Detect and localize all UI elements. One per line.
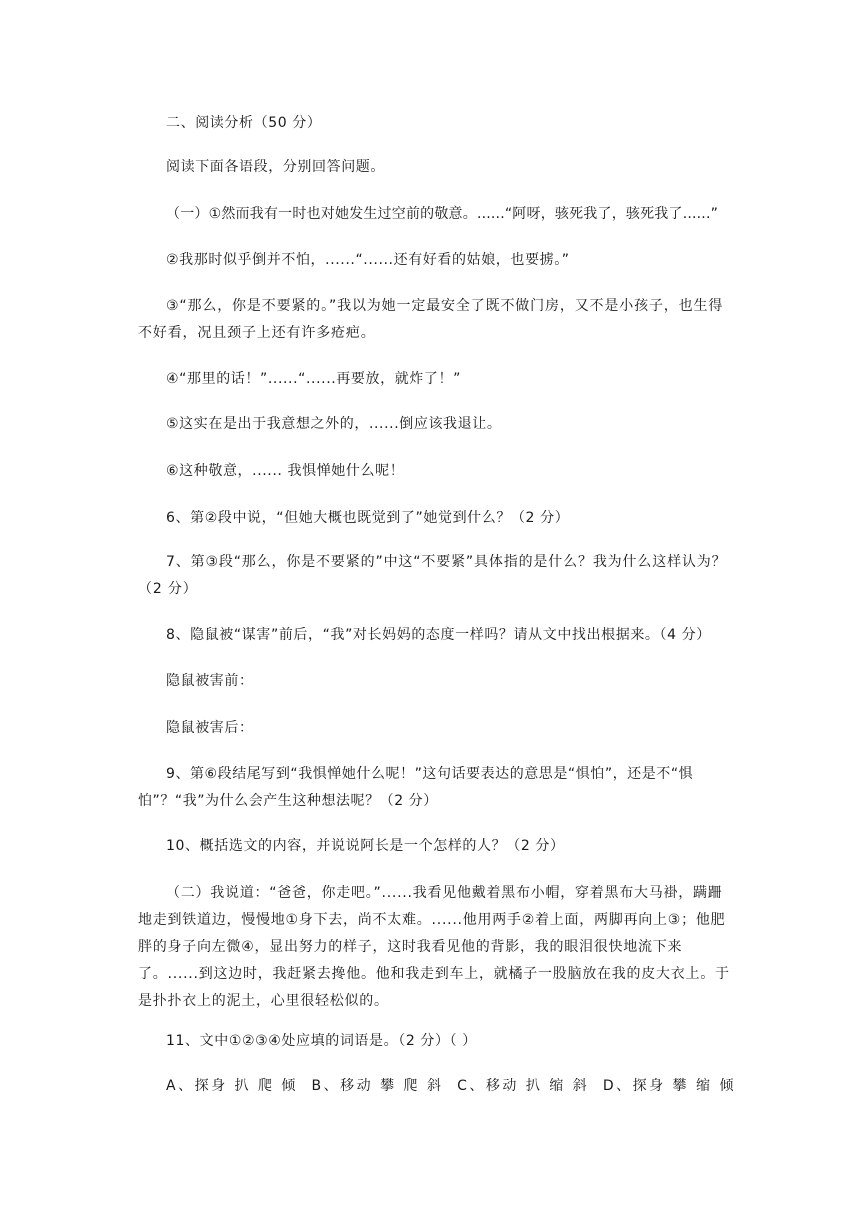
passage1-paragraph-5: ⑤这实在是出于我意想之外的，......倒应该我退让。 [166,416,502,432]
passage1-paragraph-1: （一）①然而我有一时也对她发生过空前的敬意。......“阿呀，骇死我了，骇死我了......” [166,206,719,222]
passage1-paragraph-3: ③“那么，你是不要紧的。”我以为她一定最安全了既不做门房，又不是小孩子，也生得不好看，况且颈子上还有许多疮疤。 [138,298,724,341]
instruction-text: 阅读下面各语段，分别回答问题。 [166,159,385,175]
passage1-paragraph-4: ④“那里的话！”......“......再要放，就炸了！” [166,371,461,387]
question-6: 6、第②段中说，“但她大概也既觉到了”她觉到什么？（2 分） [166,510,570,526]
option-c: C、移动 扒 缩 斜 [457,1078,590,1094]
option-b: B、移动 攀 爬 斜 [311,1078,444,1094]
question-8-before-label: 隐鼠被害前： [166,673,254,689]
question-8: 8、隐鼠被“谋害”前后，“我”对长妈妈的态度一样吗？请从文中找出根据来。（4 分） [166,627,711,643]
passage2-paragraph: （二）我说道：“爸爸，你走吧。”......我看见他戴着黑布小帽，穿着黑布大马褂，蹒跚地走到铁道边，慢慢地①身下去，尚不太难。......他用两手②着上面，两脚再向上③；他肥胖的身子向左微④，显出努力的样子，这时我看见他的背影，我的眼泪很快地流下来了。......到这边时，我赶紧去搀他。他和我走到车上，就橘子一股脑放在我的皮大衣上。于是扑扑衣上的泥土，心里很轻松似的。 [138,885,730,1009]
question-11-options [166,1073,736,1100]
option-d: D、探身 攀 缩 倾 [602,1078,736,1094]
question-7: 7、第③段“那么，你是不要紧的”中这“不要紧”具体指的是什么？我为什么这样认为？（2 分） [138,554,727,597]
passage1-paragraph-2: ②我那时似乎倒并不怕，......“......还有好看的姑娘，也要掳。” [166,252,570,268]
question-8-after-label: 隐鼠被害后： [166,720,254,736]
option-a: A、探身 扒 爬 倾 [166,1078,298,1094]
question-9: 9、第⑥段结尾写到“我惧惮她什么呢！”这句话要表达的意思是“惧怕”，还是不“惧怕”？“我”为什么会产生这种想法呢？（2 分） [138,766,694,809]
question-10: 10、概括选文的内容，并说说阿长是一个怎样的人？（2 分） [166,838,565,854]
question-11: 11、文中①②③④处应填的词语是。（2 分）（ ） [166,1033,477,1049]
passage1-paragraph-6: ⑥这种敬意，...... 我惧惮她什么呢！ [166,463,405,479]
section-title: 二、阅读分析（50 分） [166,115,322,131]
